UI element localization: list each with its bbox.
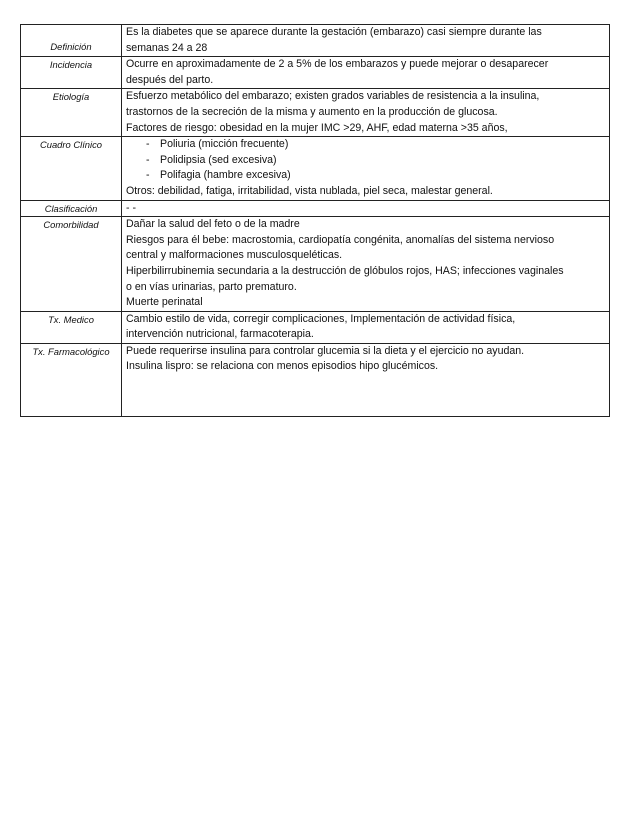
row-content xyxy=(122,89,610,137)
row-label: Comorbilidad xyxy=(21,217,122,312)
table-row-cuadro-clinico xyxy=(21,137,610,200)
dash-bullet: - xyxy=(146,138,150,151)
content-line: Insulina lispro: se relaciona con menos episodios hipo glucémicos. xyxy=(126,360,439,373)
content-line: Dañar la salud del feto o de la madre xyxy=(126,218,300,231)
row-content xyxy=(122,343,610,416)
table-row-comorbilidad xyxy=(21,217,610,312)
row-content xyxy=(122,137,610,200)
content-line: Hiperbilirrubinemia secundaria a la destrucción de glóbulos rojos, HAS; infecciones vaginales xyxy=(126,264,564,277)
content-line: central y malformaciones musculosqueléticas. xyxy=(126,249,343,262)
content-line: Otros: debilidad, fatiga, irritabilidad, vista nublada, piel seca, malestar general. xyxy=(126,184,493,197)
content-line: o en vías urinarias, parto prematuro. xyxy=(126,280,297,293)
row-label: Definición xyxy=(21,25,122,57)
table-row-etiologia xyxy=(21,89,610,137)
row-label: Cuadro Clínico xyxy=(21,137,122,200)
row-content xyxy=(122,25,610,57)
table-row-incidencia xyxy=(21,57,610,89)
row-content xyxy=(122,311,610,343)
dash-bullet: - xyxy=(146,153,150,166)
content-line: trastornos de la secreción de la misma y aumento en la producción de glucosa. xyxy=(126,105,498,118)
table-row-tx-medico xyxy=(21,311,610,343)
content-line: intervención nutricional, farmacoterapia. xyxy=(126,328,314,341)
content-line: Puede requerirse insulina para controlar glucemia si la dieta y el ejercicio no ayudan. xyxy=(126,344,525,357)
row-content xyxy=(122,217,610,312)
row-label: Tx. Medico xyxy=(21,311,122,343)
content-line: semanas 24 a 28 xyxy=(126,41,208,54)
list-item xyxy=(126,153,605,169)
content-line: Riesgos para él bebe: macrostomia, cardiopatía congénita, anomalías del sistema nervioso xyxy=(126,233,555,246)
content-line: Cambio estilo de vida, corregir complicaciones, Implementación de actividad física, xyxy=(126,312,516,325)
content-line: Factores de riesgo: obesidad en la mujer IMC >29, AHF, edad materna >35 años, xyxy=(126,121,508,134)
content-line: Muerte perinatal xyxy=(126,296,203,309)
content-line: - - xyxy=(126,201,136,214)
row-content xyxy=(122,57,610,89)
table-row-definicion xyxy=(21,25,610,57)
content-line: Esfuerzo metabólico del embarazo; existen grados variables de resistencia a la insulina, xyxy=(126,90,540,103)
row-label: Etiología xyxy=(21,89,122,137)
list-item-text: Polidipsia (sed excesiva) xyxy=(160,153,277,166)
list-item xyxy=(126,168,605,184)
row-label: Incidencia xyxy=(21,57,122,89)
content-line: después del parto. xyxy=(126,73,214,86)
row-label: Clasificación xyxy=(21,200,122,217)
content-line: Es la diabetes que se aparece durante la gestación (embarazo) casi siempre durante las xyxy=(126,26,542,38)
row-content xyxy=(122,200,610,217)
table-row-tx-farmacologico xyxy=(21,343,610,416)
row-label: Tx. Farmacológico xyxy=(21,343,122,416)
table-row-clasificacion xyxy=(21,200,610,217)
list-item-text: Polifagia (hambre excesiva) xyxy=(160,169,291,182)
list-item xyxy=(126,137,605,153)
content-line: Ocurre en aproximadamente de 2 a 5% de los embarazos y puede mejorar o desaparecer xyxy=(126,58,549,71)
document-table xyxy=(20,24,610,417)
dash-bullet: - xyxy=(146,169,150,182)
list-item-text: Poliuria (micción frecuente) xyxy=(160,138,289,151)
